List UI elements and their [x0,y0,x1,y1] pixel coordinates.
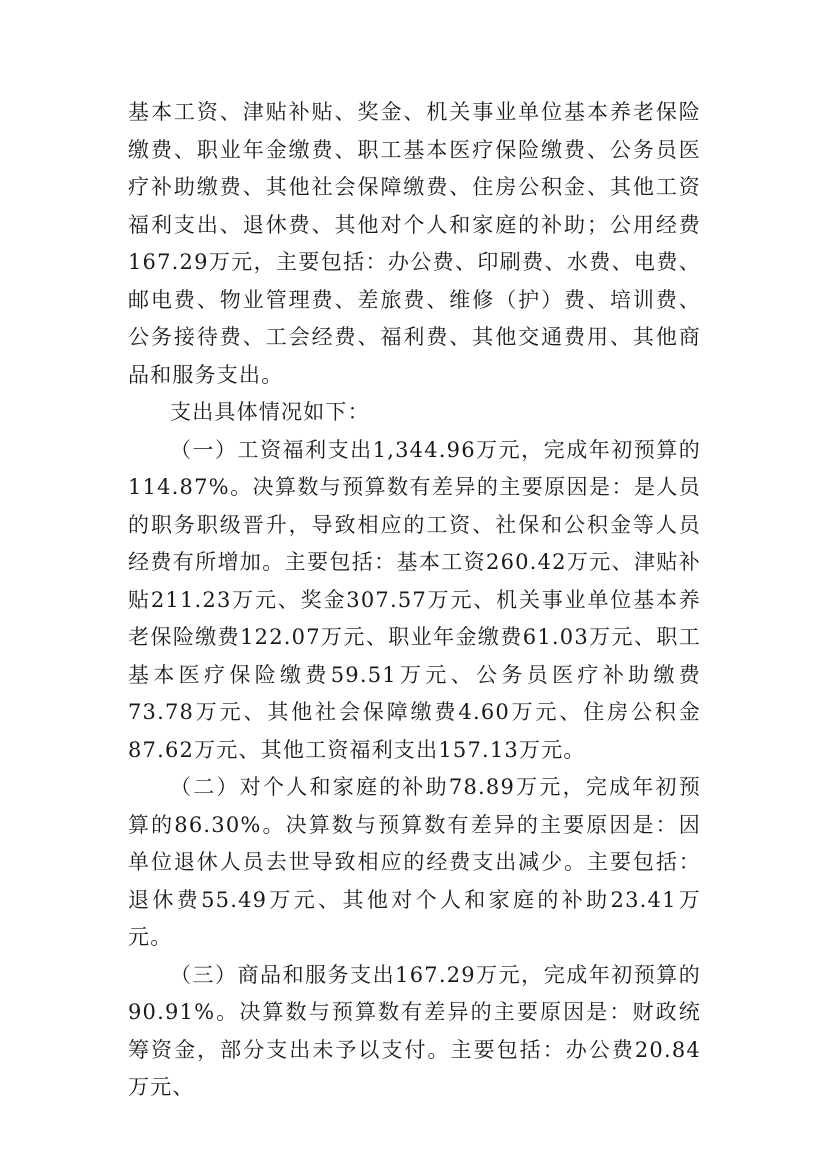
paragraph-continued-list: 基本工资、津贴补贴、奖金、机关事业单位基本养老保险缴费、职业年金缴费、职工基本医疗保险缴费、公务员医疗补助缴费、其他社会保障缴费、住房公积金、其他工资福利支出、退休费、其他对个人和家庭的补助；公用经费167.29万元，主要包括：办公费、印刷费、水费、电费、邮电费、物业管理费、差旅费、维修（护）费、培训费、公务接待费、工会经费、福利费、其他交通费用、其他商品和服务支出。 [128,100,701,387]
paragraph-goods-services: （三）商品和服务支出167.29万元，完成年初预算的90.91%。决算数与预算数有差异的主要原因是：财政统筹资金，部分支出未予以支付。主要包括：办公费20.84万元、 [128,962,701,1099]
document-body [128,94,701,1107]
paragraph-salary-welfare: （一）工资福利支出1,344.96万元，完成年初预算的114.87%。决算数与预算数有差异的主要原因是：是人员的职务职级晋升，导致相应的工资、社保和公积金等人员经费有所增加。主要包括：基本工资260.42万元、津贴补贴211.23万元、奖金307.57万元、机关事业单位基本养老保险缴费122.07万元、职业年金缴费61.03万元、职工基本医疗保险缴费59.51万元、公务员医疗补助缴费73.78万元、其他社会保障缴费4.60万元、住房公积金87.62万元、其他工资福利支出157.13万元。 [128,437,701,762]
paragraph-household-subsidy: （二）对个人和家庭的补助78.89万元，完成年初预算的86.30%。决算数与预算数有差异的主要原因是：因单位退休人员去世导致相应的经费支出减少。主要包括：退休费55.49万元、其他对个人和家庭的补助23.41万元。 [128,775,701,949]
paragraph-expenditure-intro: 支出具体情况如下： [170,400,370,424]
